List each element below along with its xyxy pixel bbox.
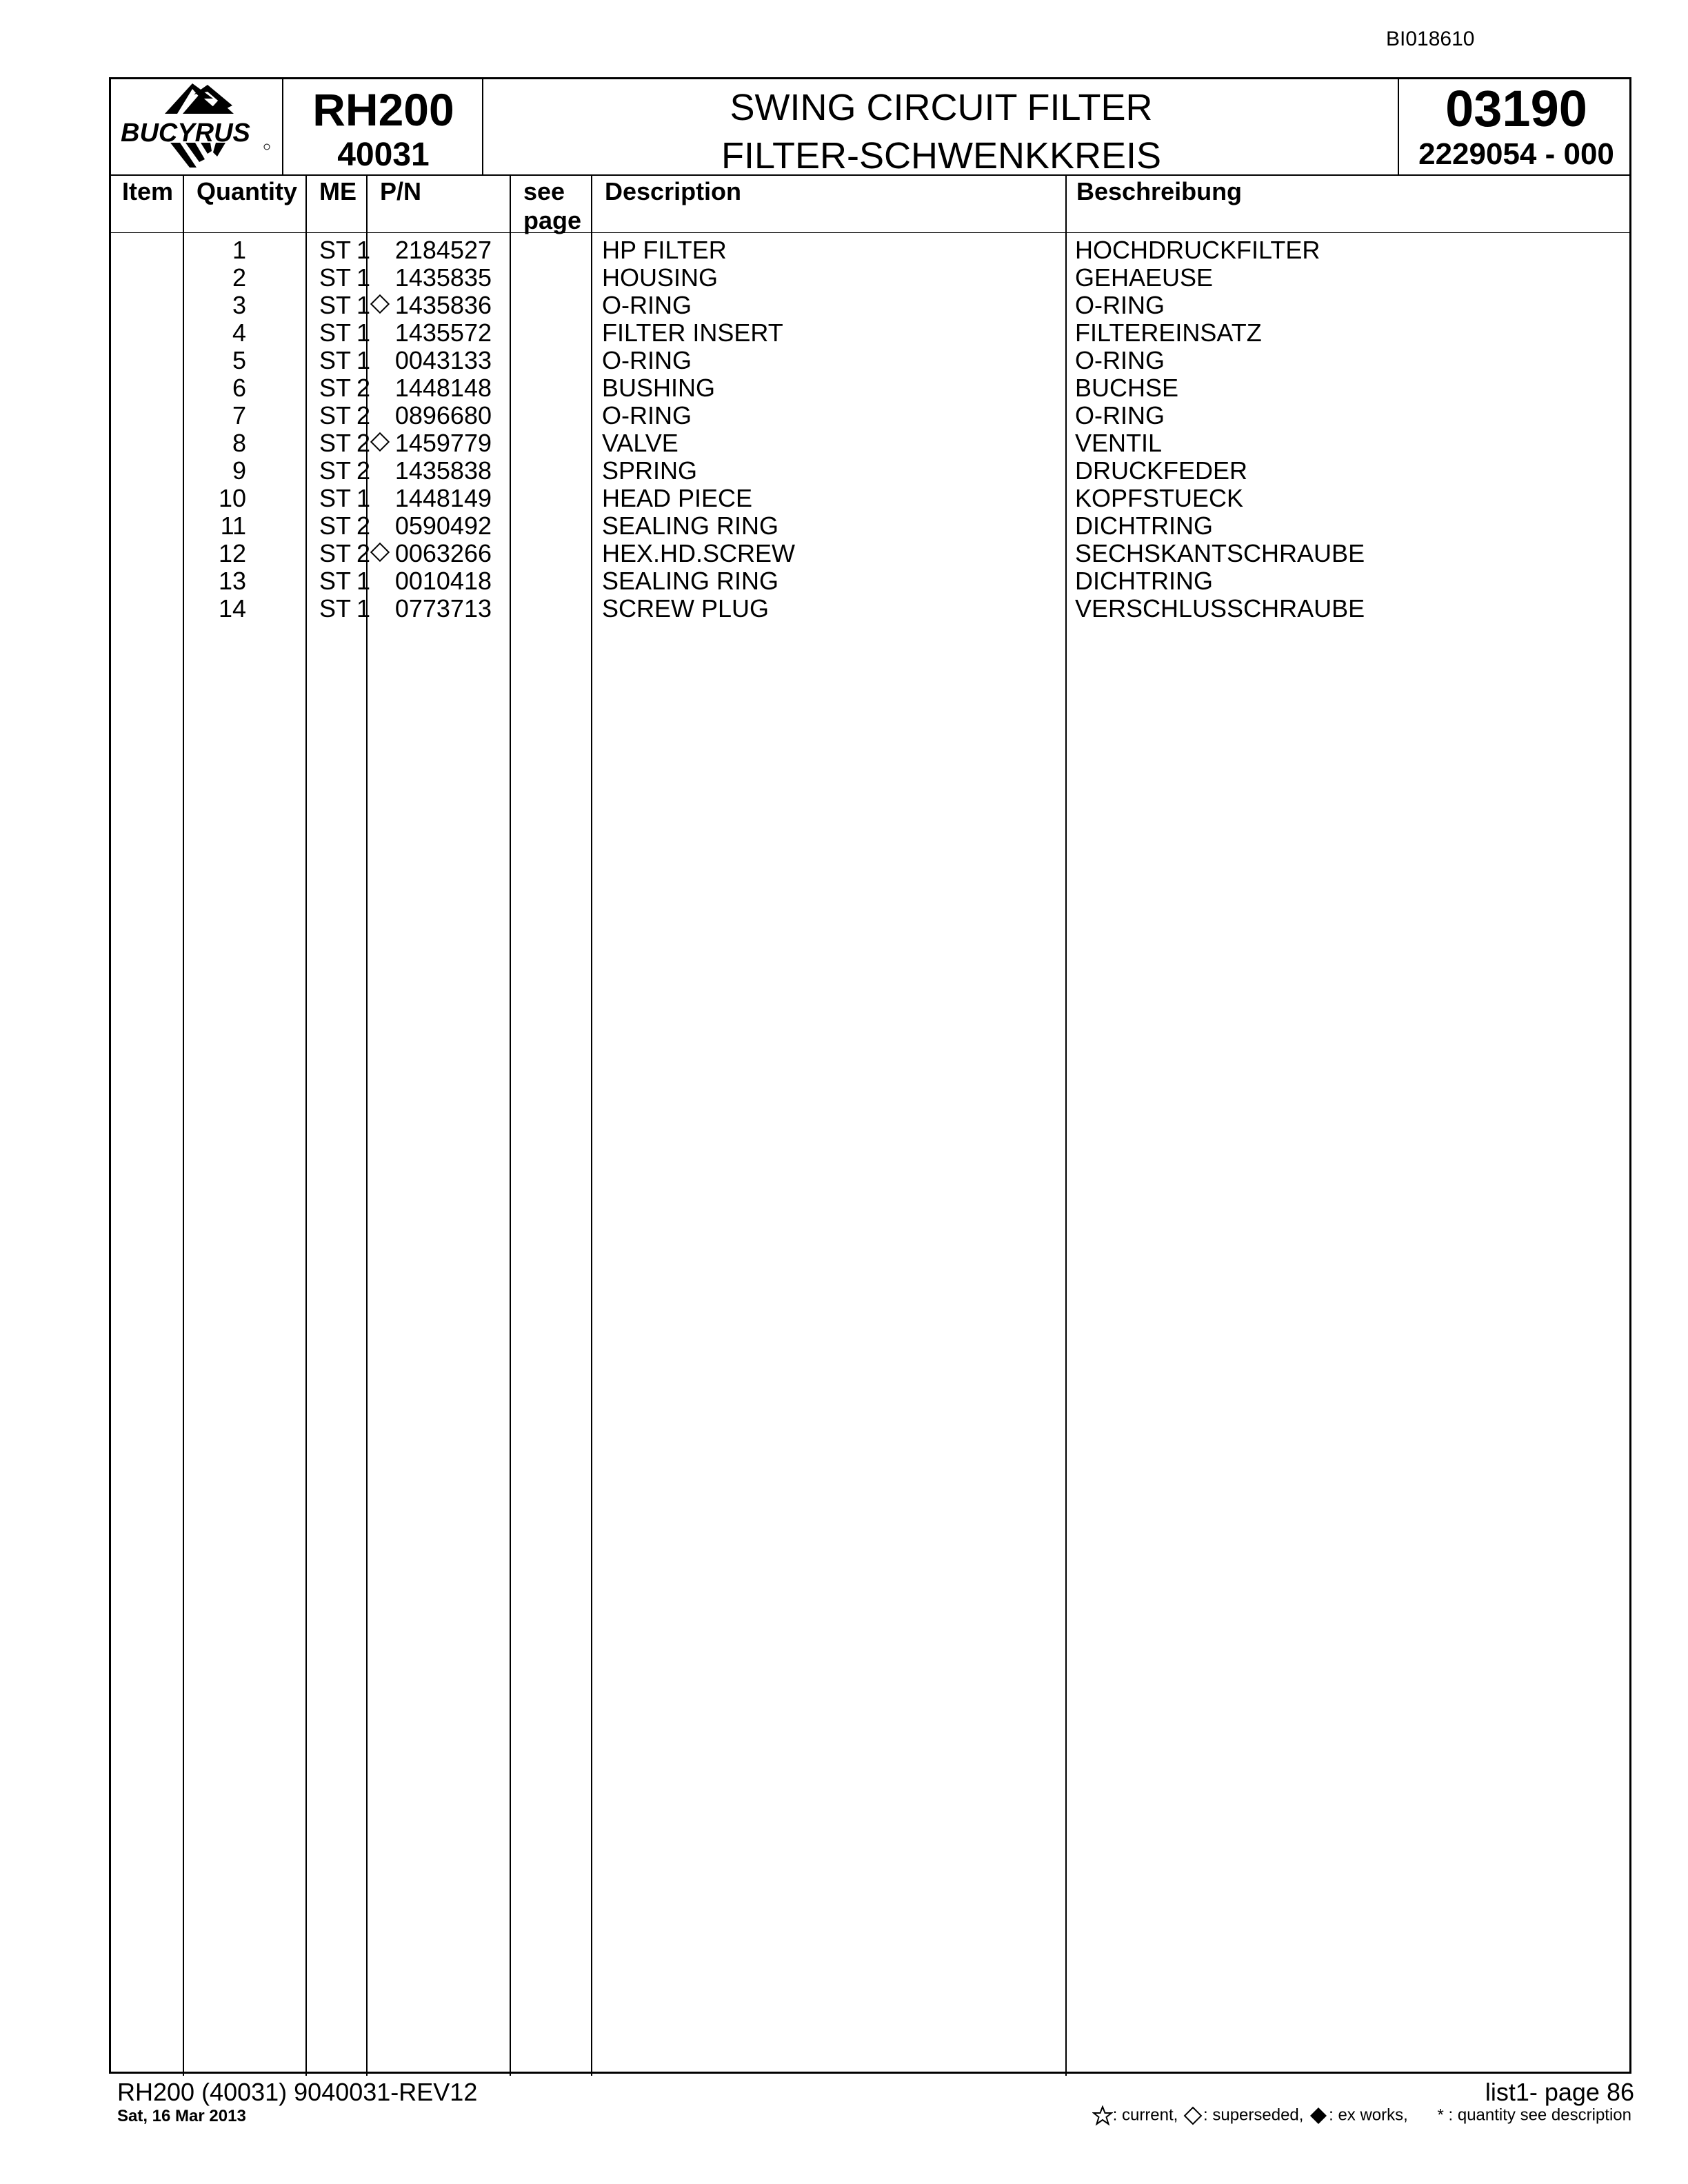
quantity-cell: 1 [356, 567, 370, 595]
unit-cell: ST [319, 594, 352, 623]
unit-cell: ST [319, 429, 352, 457]
code-box [1399, 79, 1634, 176]
item-number: 4 [232, 318, 246, 347]
quantity-cell: 1 [356, 346, 370, 374]
part-number-cell [395, 319, 492, 347]
table-row [111, 429, 1629, 457]
quantity-cell: 1 [356, 318, 370, 347]
table-row [111, 264, 1629, 292]
table-row [111, 319, 1629, 347]
unit-cell: ST [319, 346, 352, 374]
star-icon [1092, 2105, 1113, 2126]
model-name: RH200 [312, 84, 454, 135]
item-number: 11 [220, 512, 246, 540]
item-number: 8 [232, 429, 246, 457]
part-number-text: 0896680 [394, 401, 492, 429]
part-number-cell [395, 485, 492, 512]
quantity-cell: 1 [356, 263, 370, 292]
column-header-pn: P/N [380, 177, 422, 205]
unit-cell: ST [319, 567, 352, 595]
table-row [111, 236, 1629, 264]
part-number-text: 0010418 [394, 567, 492, 595]
quantity-cell: 1 [356, 236, 370, 264]
quantity-cell: 2 [356, 374, 370, 402]
column-header-beschreibung: Beschreibung [1076, 177, 1243, 205]
unit-cell: ST [319, 539, 352, 567]
beschreibung-cell: VENTIL [1075, 429, 1163, 457]
table-row [111, 512, 1629, 540]
beschreibung-cell: KOPFSTUECK [1075, 484, 1244, 512]
beschreibung-cell: DRUCKFEDER [1075, 456, 1248, 485]
beschreibung-cell: HOCHDRUCKFILTER [1075, 236, 1320, 264]
part-number-text: 1459779 [394, 429, 492, 457]
parts-list-frame [109, 77, 1631, 2074]
beschreibung-cell: O-RING [1075, 291, 1165, 319]
item-number: 6 [232, 374, 246, 402]
item-number: 3 [232, 291, 246, 319]
table-row [111, 374, 1629, 402]
part-number-text: 1435572 [394, 318, 492, 347]
beschreibung-cell: O-RING [1075, 346, 1165, 374]
description-cell: SPRING [602, 456, 698, 485]
item-number: 2 [232, 263, 246, 292]
title-english: SWING CIRCUIT FILTER [730, 87, 1153, 128]
item-number: 14 [218, 594, 246, 623]
description-cell: SEALING RING [602, 512, 779, 540]
part-number-text: 0043133 [394, 346, 492, 374]
part-number-text: 0773713 [394, 594, 492, 623]
superseded-diamond-icon [370, 432, 390, 452]
quantity-cell: 2 [356, 429, 370, 457]
part-number-text: 1435835 [394, 263, 492, 292]
description-cell: O-RING [602, 401, 692, 429]
quantity-cell: 1 [356, 291, 370, 319]
unit-cell: ST [319, 318, 352, 347]
unit-cell: ST [319, 236, 352, 264]
item-number: 12 [218, 539, 246, 567]
description-cell: O-RING [602, 346, 692, 374]
table-row [111, 567, 1629, 595]
table-row [111, 347, 1629, 374]
item-number: 9 [232, 456, 246, 485]
quantity-cell: 1 [356, 594, 370, 623]
beschreibung-cell: GEHAEUSE [1075, 263, 1214, 292]
legend-ex-works-label: : ex works, [1329, 2105, 1408, 2125]
beschreibung-cell: SECHSKANTSCHRAUBE [1075, 539, 1365, 567]
quantity-cell: 2 [356, 539, 370, 567]
beschreibung-cell: BUCHSE [1075, 374, 1179, 402]
part-number-cell [395, 347, 492, 374]
footer-page-number: list1- page 86 [1485, 2078, 1634, 2106]
page-label: page [523, 206, 582, 234]
model-box [283, 79, 483, 176]
beschreibung-cell: VERSCHLUSSCHRAUBE [1075, 594, 1365, 623]
title-german: FILTER-SCHWENKKREIS [721, 135, 1162, 176]
item-number: 1 [232, 236, 246, 264]
description-cell: HOUSING [602, 263, 719, 292]
bucyrus-logo [111, 79, 283, 176]
legend-quantity-label: * : quantity see description [1437, 2105, 1631, 2125]
description-cell: VALVE [602, 429, 679, 457]
column-header-divider [111, 232, 1629, 233]
quantity-cell: 2 [356, 512, 370, 540]
description-cell: SEALING RING [602, 567, 779, 595]
column-header-see-page [523, 177, 581, 235]
superseded-diamond-icon [370, 543, 390, 562]
table-row [111, 485, 1629, 512]
document-id: BI018610 [1386, 28, 1475, 50]
part-number-text: 0590492 [394, 512, 492, 540]
part-number-cell [373, 292, 492, 319]
superseded-diamond-icon [370, 294, 390, 314]
description-cell: HEAD PIECE [602, 484, 753, 512]
part-number-text: 1448149 [394, 484, 492, 512]
part-number-cell [395, 595, 492, 623]
part-number-text: 1448148 [394, 374, 492, 402]
column-header-item: Item [122, 177, 174, 205]
part-number-text: 1435838 [394, 456, 492, 485]
unit-cell: ST [319, 484, 352, 512]
item-number: 13 [218, 567, 246, 595]
part-number-cell [395, 264, 492, 292]
quantity-cell: 1 [356, 484, 370, 512]
part-number-cell [373, 429, 492, 457]
item-number: 10 [218, 484, 246, 512]
part-number-cell [395, 374, 492, 402]
footer-date: Sat, 16 Mar 2013 [117, 2107, 246, 2125]
unit-cell: ST [319, 374, 352, 402]
description-cell: FILTER INSERT [602, 318, 783, 347]
table-row [111, 292, 1629, 319]
beschreibung-cell: DICHTRING [1075, 512, 1213, 540]
part-number-cell [395, 512, 492, 540]
symbol-legend [1092, 2105, 1631, 2126]
table-row [111, 402, 1629, 429]
table-row [111, 595, 1629, 623]
diamond-outline-icon [1183, 2105, 1203, 2126]
bucyrus-logo-icon [111, 79, 277, 173]
part-number-cell [395, 457, 492, 485]
description-cell: O-RING [602, 291, 692, 319]
item-number: 7 [232, 401, 246, 429]
column-header-description: Description [605, 177, 742, 205]
unit-cell: ST [319, 401, 352, 429]
table-row [111, 457, 1629, 485]
part-number-text: 2184527 [394, 236, 492, 264]
part-number-cell [373, 540, 492, 567]
column-header-me: ME [319, 177, 356, 205]
group-code: 03190 [1445, 80, 1587, 137]
unit-cell: ST [319, 456, 352, 485]
column-header-quantity: Quantity [197, 177, 298, 205]
beschreibung-cell: DICHTRING [1075, 567, 1213, 595]
legend-current-label: : current, [1112, 2105, 1178, 2125]
quantity-cell: 2 [356, 456, 370, 485]
see-label: see [523, 177, 565, 205]
footer-document-ref: RH200 (40031) 9040031-REV12 [117, 2078, 478, 2106]
diamond-filled-icon [1308, 2105, 1329, 2126]
part-number-text: 1435836 [394, 291, 492, 319]
description-cell: HP FILTER [602, 236, 727, 264]
part-number-cell [395, 402, 492, 429]
part-number-text: 0063266 [394, 539, 492, 567]
legend-superseded-label: : superseded, [1203, 2105, 1304, 2125]
beschreibung-cell: FILTEREINSATZ [1075, 318, 1262, 347]
part-number-cell [395, 236, 492, 264]
description-cell: HEX.HD.SCREW [602, 539, 796, 567]
description-cell: BUSHING [602, 374, 716, 402]
quantity-cell: 2 [356, 401, 370, 429]
svg-text:BUCYRUS: BUCYRUS [121, 119, 250, 148]
serial-number: 40031 [337, 136, 430, 173]
table-row [111, 540, 1629, 567]
part-number-cell [395, 567, 492, 595]
unit-cell: ST [319, 291, 352, 319]
beschreibung-cell: O-RING [1075, 401, 1165, 429]
description-cell: SCREW PLUG [602, 594, 770, 623]
unit-cell: ST [319, 263, 352, 292]
title-box [483, 79, 1399, 176]
unit-cell: ST [319, 512, 352, 540]
assembly-part-number: 2229054 - 000 [1418, 137, 1614, 171]
item-number: 5 [232, 346, 246, 374]
